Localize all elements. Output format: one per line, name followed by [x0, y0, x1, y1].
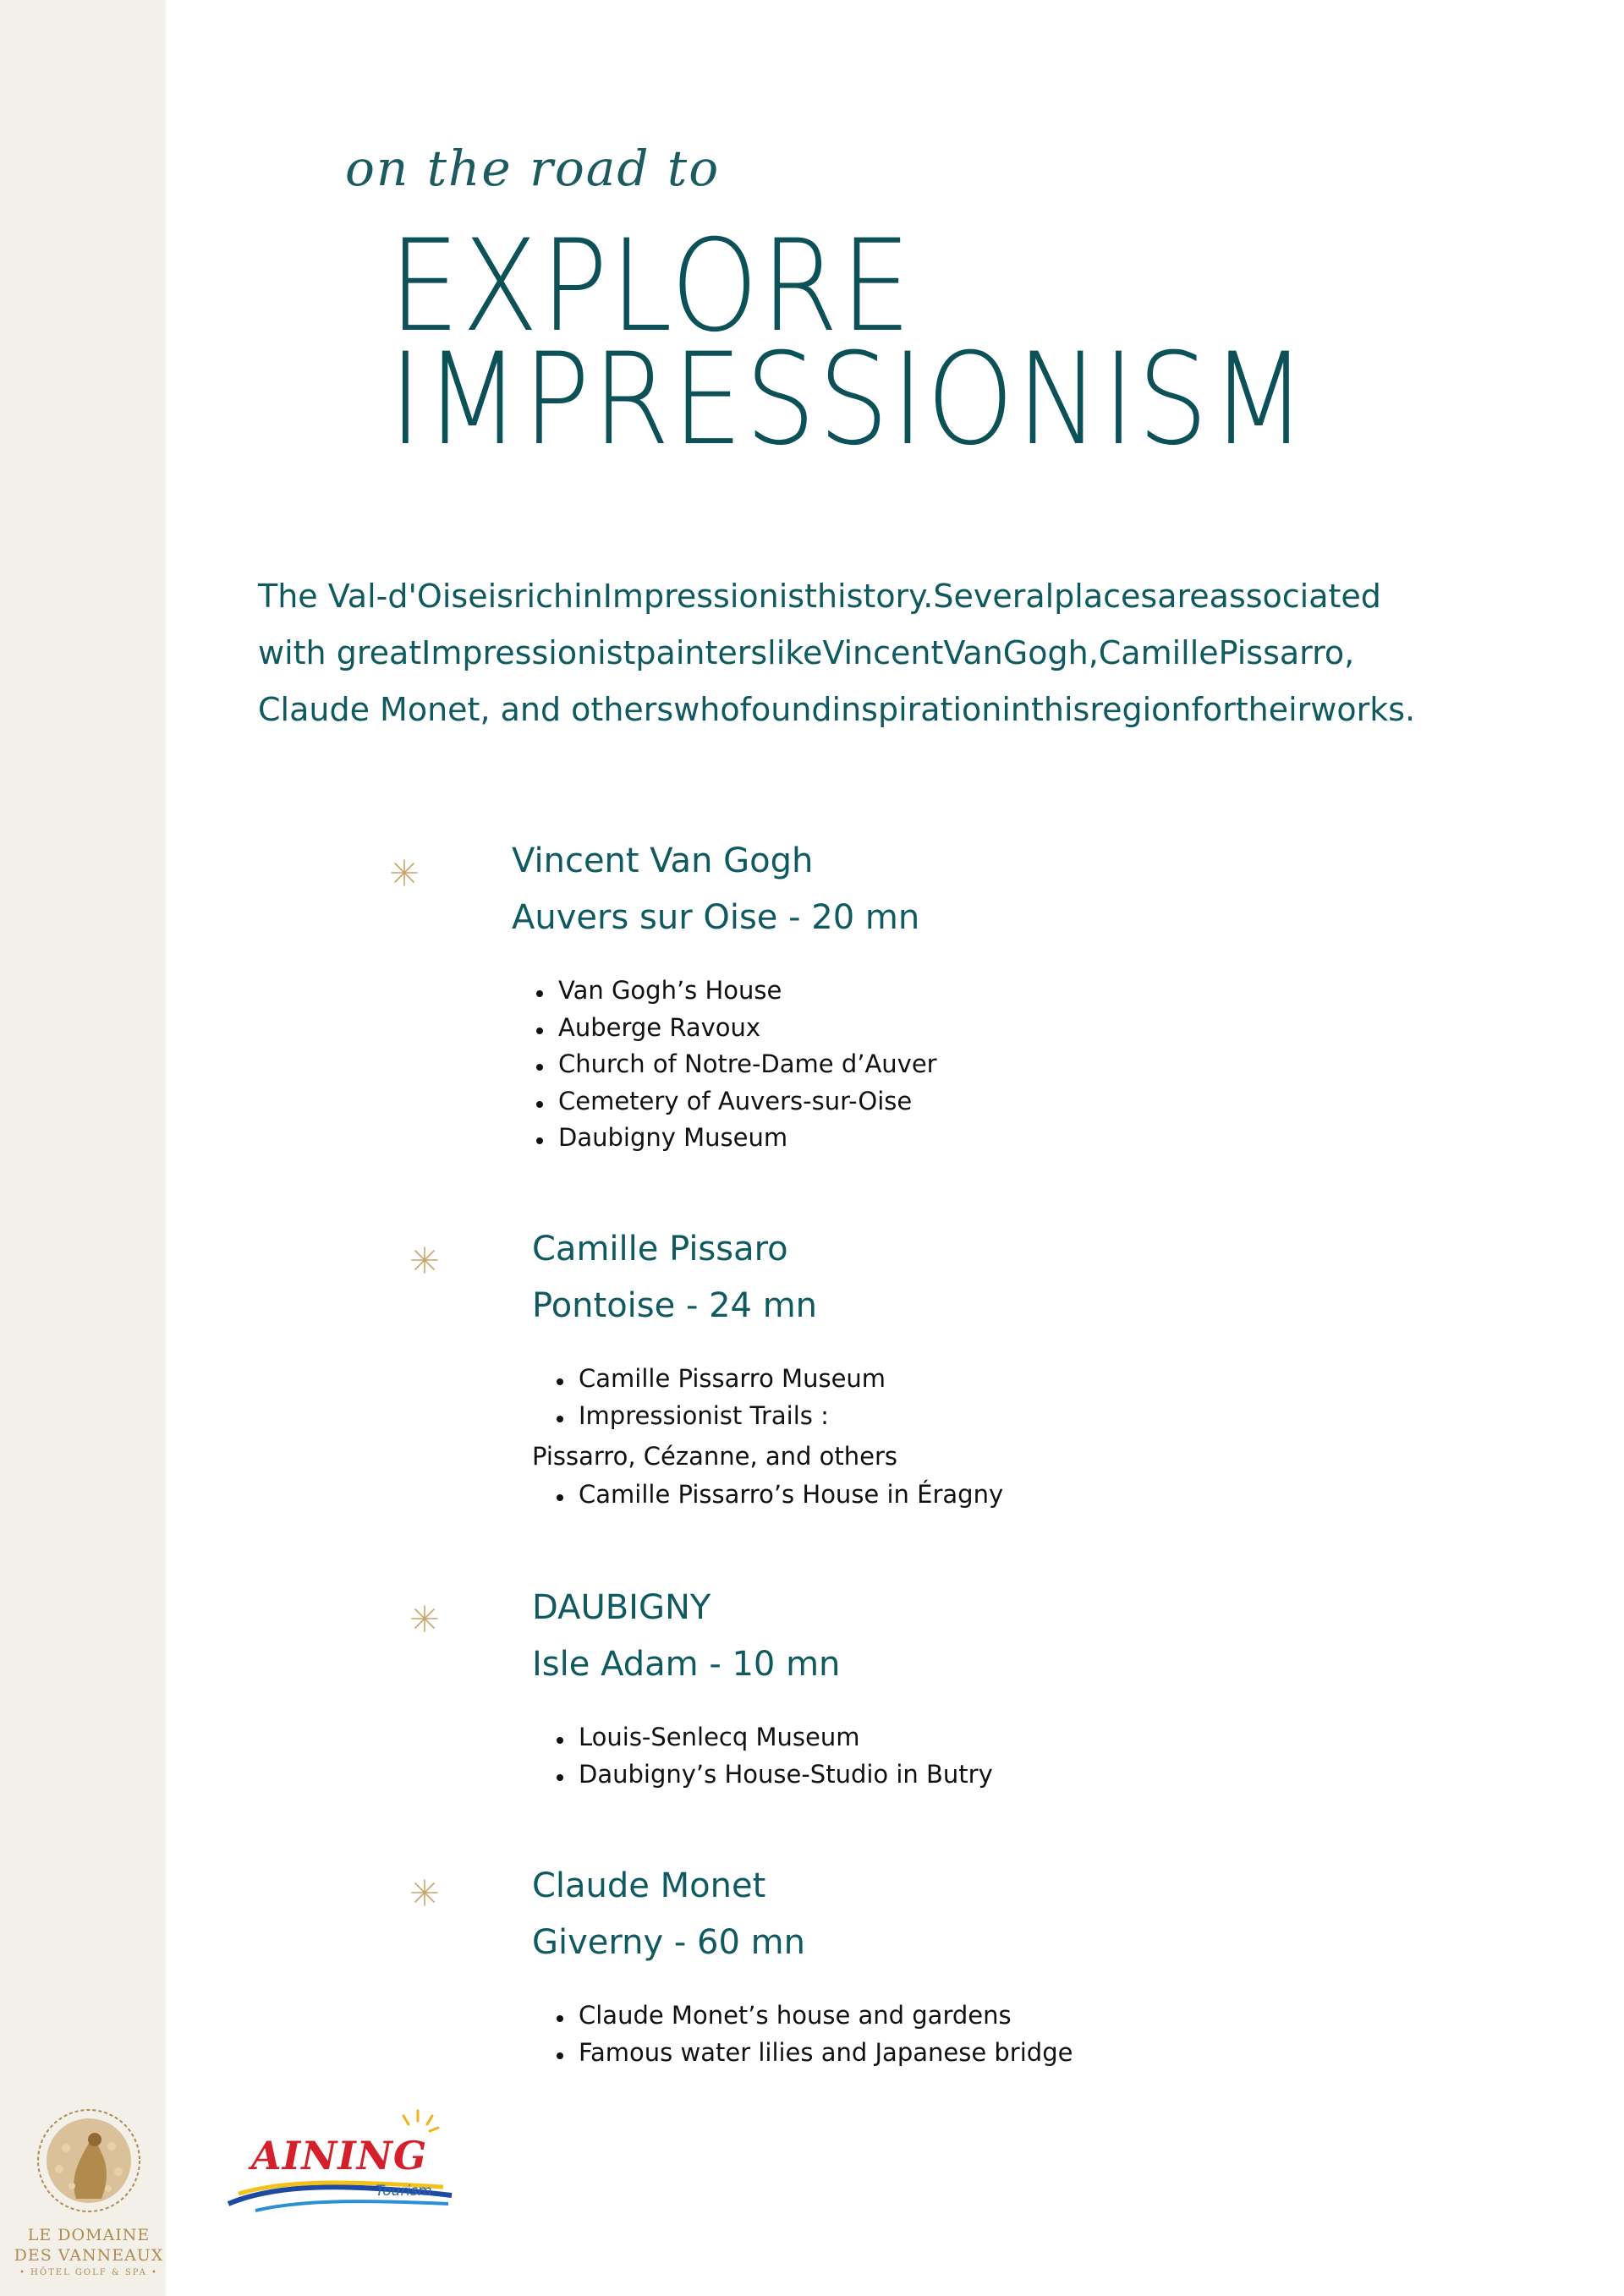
sparkle-icon: [409, 1603, 440, 1634]
list-item-label: Auberge Ravoux: [558, 1012, 761, 1042]
list-item: [579, 1997, 1073, 2035]
domaine-name-line: DES VANNEAUX: [14, 2246, 164, 2265]
page-title: [389, 213, 1309, 474]
list-item: [558, 1046, 937, 1083]
script-subtitle: on the road to: [345, 140, 721, 197]
intro-paragraph: [258, 568, 1493, 738]
list-item-label: Daubigny’s House-Studio in Butry: [579, 1759, 993, 1789]
list-item: [558, 973, 937, 1010]
intro-line: The Val-d'OiseisrichinImpressionisthistory.Severalplacesareassociated: [258, 578, 1381, 615]
list-item: [579, 1756, 993, 1794]
intro-line: with greatImpressionistpainterslikeVincentVanGogh,CamillePissarro,: [258, 634, 1355, 671]
section-name: Camille Pissaro: [532, 1230, 788, 1269]
left-sidebar-band: [0, 0, 166, 2296]
domaine-name-line: LE DOMAINE: [27, 2226, 151, 2244]
list-item-label: Camille Pissarro’s House in Éragny: [579, 1480, 1004, 1509]
list-item: [558, 1120, 937, 1157]
section-name: Claude Monet: [532, 1866, 766, 1905]
list-note: Pissarro, Cézanne, and others: [532, 1442, 898, 1471]
bullet-dot: [536, 1027, 543, 1034]
bullet-dot: [536, 990, 543, 997]
aining-wordmark: AINING: [251, 2133, 428, 2178]
bullet-dot: [536, 1137, 543, 1144]
domaine-emblem-icon: [34, 2106, 144, 2216]
places-list: [579, 1997, 1073, 2071]
list-item: [579, 2035, 1073, 2072]
aining-subtitle: Tourism: [376, 2183, 432, 2200]
bullet-dot: [536, 1101, 543, 1108]
bullet-dot: [557, 2052, 563, 2059]
bullet-dot: [557, 1494, 563, 1501]
list-item-label: Louis-Senlecq Museum: [579, 1723, 860, 1751]
list-item: [558, 1010, 937, 1047]
section-place: Isle Adam - 10 mn: [532, 1645, 841, 1684]
domaine-tagline: • HÔTEL GOLF & SPA •: [19, 2268, 158, 2277]
list-item-label: Impressionist Trails :: [579, 1400, 829, 1430]
list-item-label: Camille Pissarro Museum: [579, 1364, 886, 1393]
bullet-dot: [557, 2015, 563, 2022]
title-line-impressionism: IMPRESSIONISM: [389, 326, 1309, 474]
places-list: [579, 1719, 993, 1793]
list-item-label: Daubigny Museum: [558, 1123, 788, 1152]
places-list: [579, 1361, 886, 1434]
list-item-label: Cemetery of Auvers-sur-Oise: [558, 1086, 913, 1115]
list-item: [558, 1083, 937, 1121]
domaine-logo: [0, 2097, 178, 2296]
list-item-label: Van Gogh’s House: [558, 976, 782, 1005]
aining-tourism-logo: [222, 2104, 458, 2218]
sparkle-icon: [409, 1245, 440, 1275]
section-name: Vincent Van Gogh: [512, 841, 814, 880]
section-place: Pontoise - 24 mn: [532, 1286, 818, 1325]
list-item-label: Church of Notre-Dame d’Auver: [558, 1049, 937, 1078]
sparkle-icon: [389, 858, 420, 888]
places-list: [558, 973, 937, 1157]
list-item: [579, 1398, 886, 1435]
list-item: [579, 1477, 1003, 1514]
list-item: [579, 1719, 993, 1756]
bullet-dot: [557, 1378, 563, 1385]
intro-line: Claude Monet, and otherswhofoundinspirationinthisregionfortheirworks.: [258, 691, 1416, 728]
bullet-dot: [557, 1416, 563, 1422]
title-line-explore: EXPLORE: [389, 213, 914, 360]
bullet-dot: [536, 1064, 543, 1071]
sparkle-icon: [409, 1877, 440, 1908]
bullet-dot: [557, 1774, 563, 1781]
section-place: Giverny - 60 mn: [532, 1923, 805, 1962]
section-place: Auvers sur Oise - 20 mn: [512, 898, 920, 937]
list-item-label: Famous water lilies and Japanese bridge: [579, 2037, 1073, 2067]
section-name: DAUBIGNY: [532, 1588, 711, 1627]
list-item: [579, 1361, 886, 1398]
bullet-dot: [557, 1737, 563, 1744]
list-item-label: Claude Monet’s house and gardens: [579, 2001, 1012, 2030]
places-list: [579, 1477, 1003, 1514]
